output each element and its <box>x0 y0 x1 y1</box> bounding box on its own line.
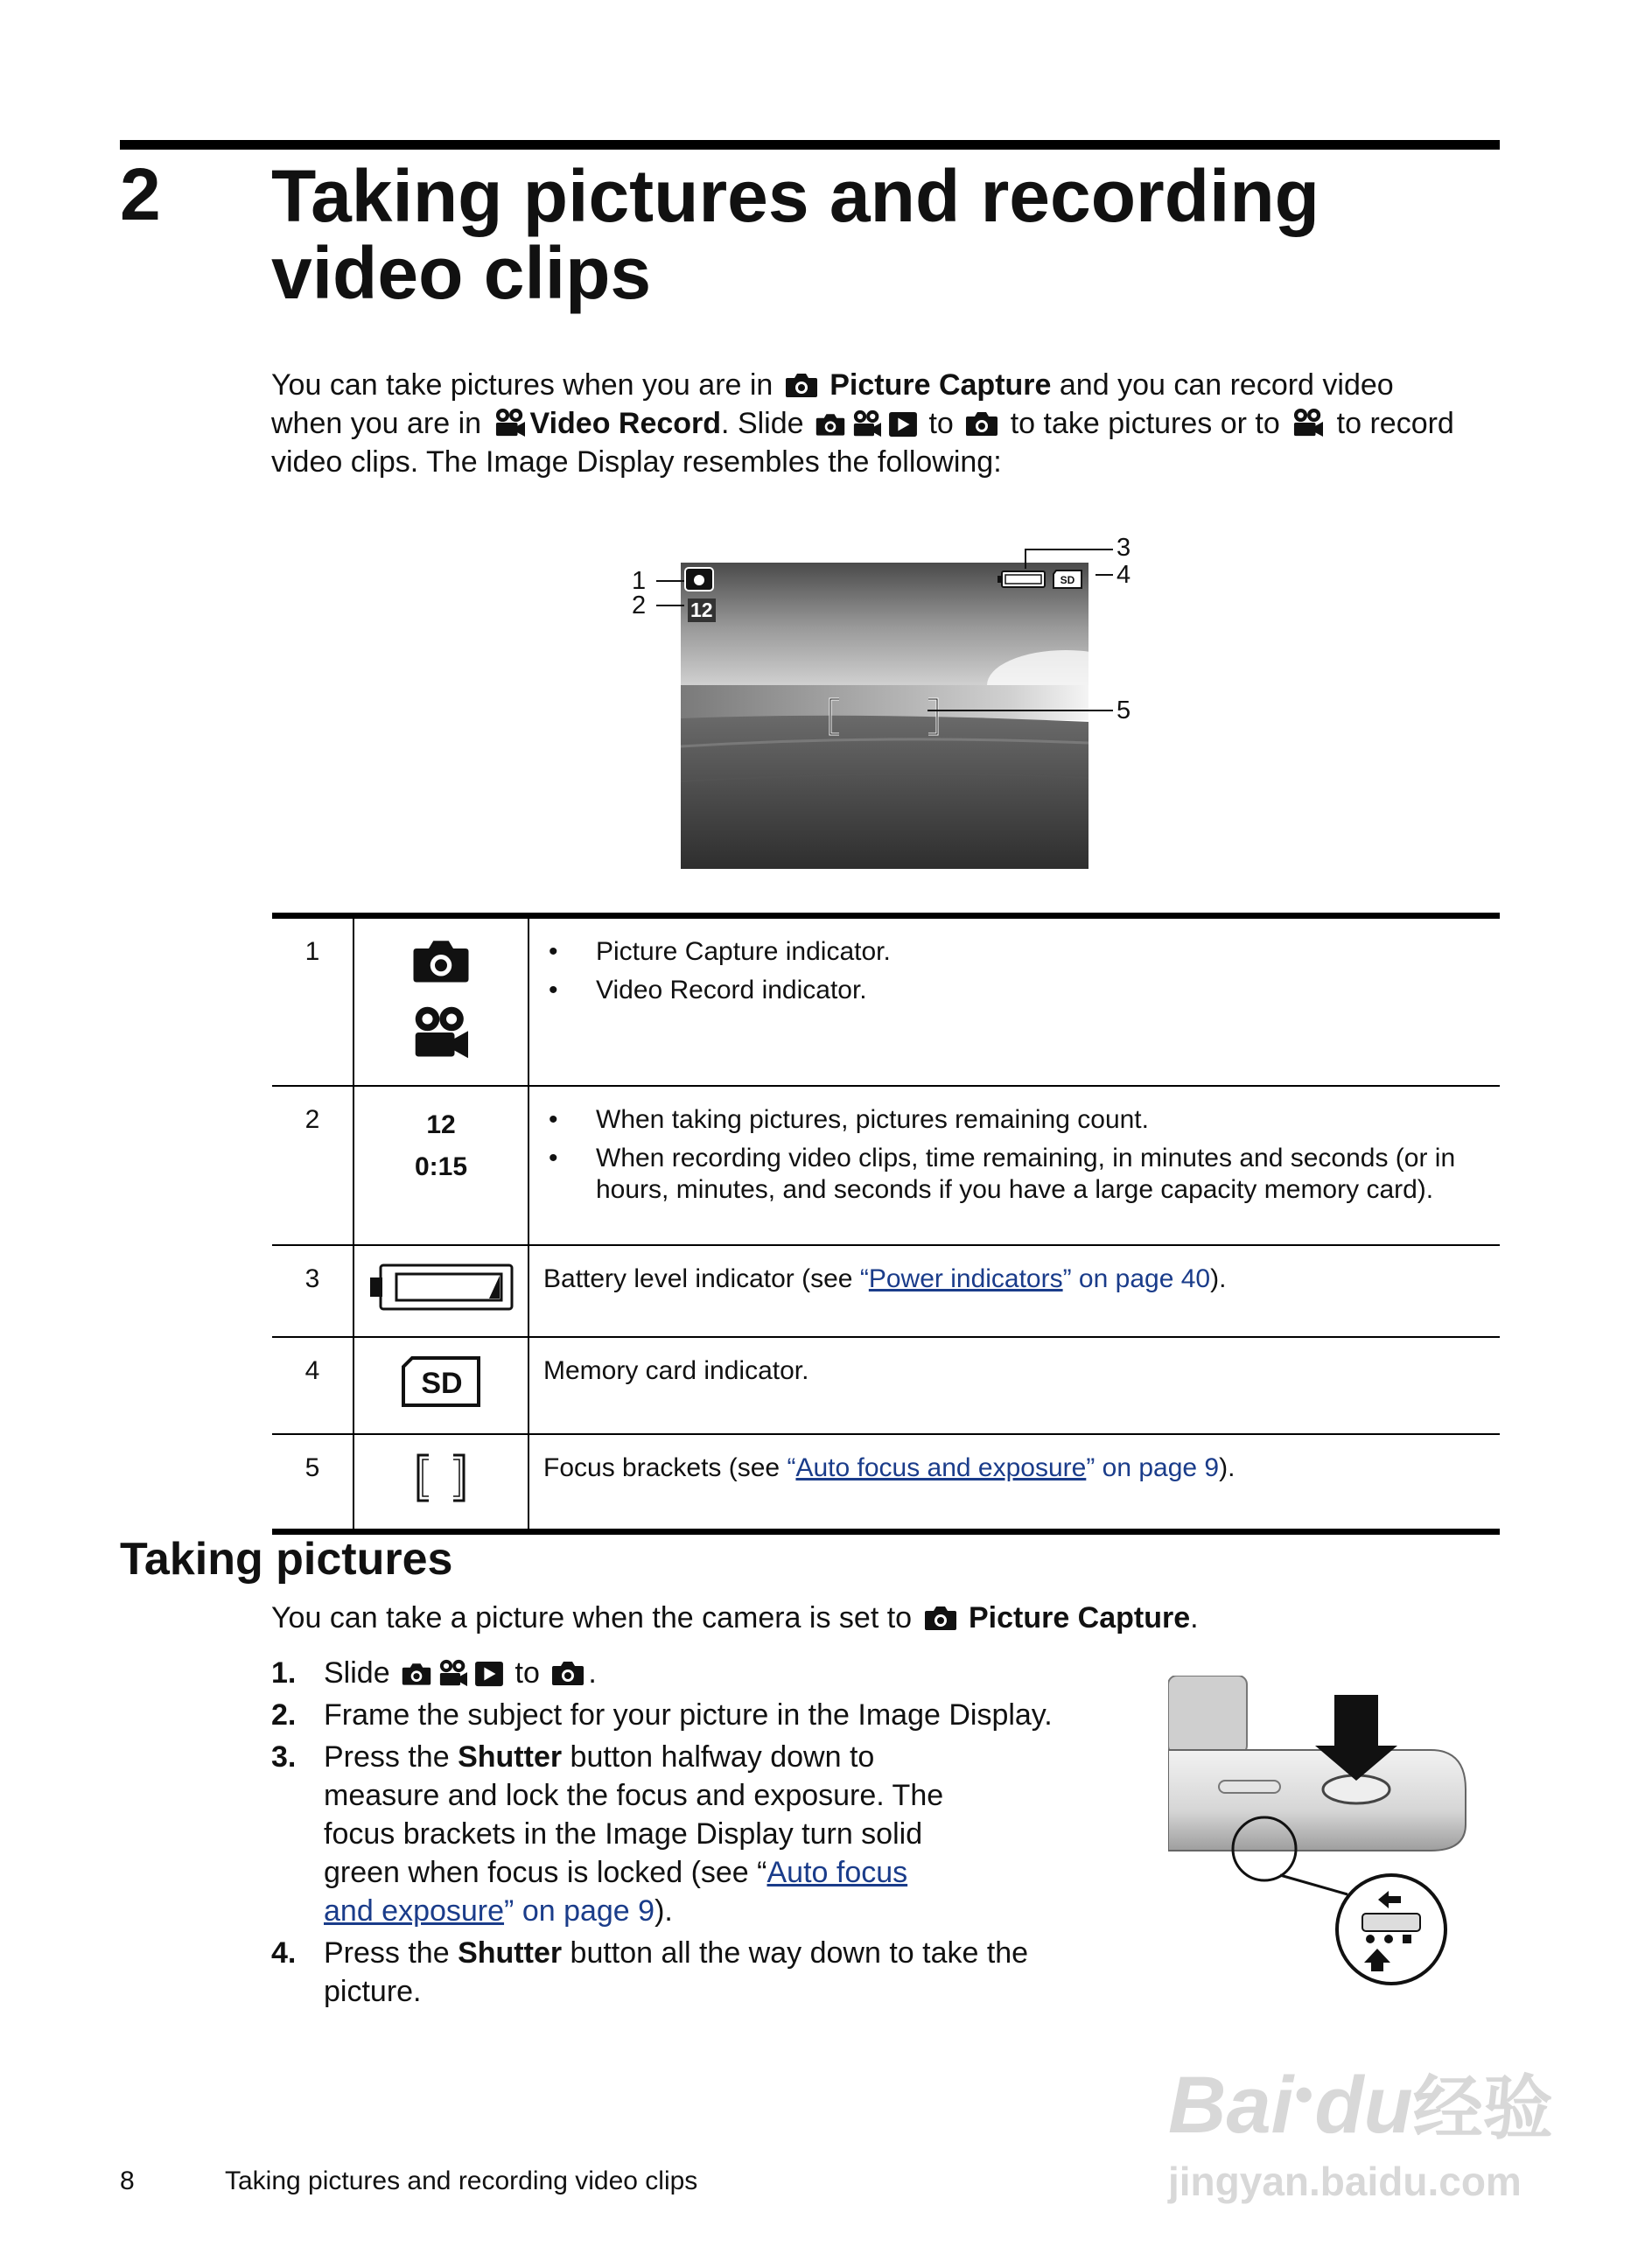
row-number: 2 <box>272 1086 354 1245</box>
list-item <box>271 1654 1146 1692</box>
callout-2: 2 <box>632 592 647 620</box>
row-number: 5 <box>272 1434 354 1532</box>
callout-3: 3 <box>1116 534 1131 562</box>
row-description <box>528 1086 1500 1245</box>
camera-icon <box>964 410 999 438</box>
step-text: Slide <box>324 1656 390 1690</box>
step-text: button all the way down to take the picture. <box>324 1936 1029 2008</box>
focus-brackets-icon <box>354 1434 528 1532</box>
step-text: button halfway down to measure and lock the focus and exposure. The focus brackets in the Image Display turn solid green when focus is locked (see “ <box>324 1740 944 1889</box>
footer-chapter-title: Taking pictures and recording video clips <box>225 2166 698 2195</box>
table-row <box>272 1434 1500 1532</box>
table-row <box>272 1337 1500 1434</box>
list-item: • When recording video clips, time remaining, in minutes and seconds (or in hours, minutes, and seconds if you have a large capacity memory card). <box>543 1143 1486 1206</box>
paw-icon: ● <box>1293 2074 1315 2113</box>
auto-focus-link[interactable]: Auto focus and exposure <box>324 1856 908 1928</box>
camera-icon <box>784 371 819 399</box>
shutter-label: Shutter <box>458 1740 563 1774</box>
row-icons <box>354 916 528 1087</box>
auto-focus-link[interactable]: Auto focus and exposure <box>795 1453 1087 1482</box>
baidu-watermark <box>1168 2061 1553 2150</box>
step-text: . <box>588 1656 597 1690</box>
list-item: • When taking pictures, pictures remaining count. <box>543 1104 1486 1136</box>
step-text: Press the <box>324 1740 450 1774</box>
footer-page-number: 8 <box>120 2166 135 2195</box>
step-text: Press the <box>324 1936 450 1970</box>
section-intro <box>271 1599 1199 1637</box>
desc-text: Focus brackets (see <box>543 1453 788 1482</box>
sd-card-icon <box>354 1337 528 1434</box>
picture-capture-label: Picture Capture <box>968 1601 1191 1634</box>
shutter-label: Shutter <box>458 1936 563 1970</box>
link-page-ref[interactable]: ” on page 9 <box>504 1894 655 1928</box>
watermark-brand-2: du <box>1314 2061 1413 2150</box>
intro-text-3: when you are in <box>271 407 482 440</box>
step-text: Frame the subject for your picture in the Image Display. <box>324 1698 1053 1732</box>
section-intro-text: You can take a picture when the camera is set to <box>271 1601 913 1634</box>
camera-icon <box>401 1661 432 1687</box>
callout-5: 5 <box>1116 696 1131 724</box>
intro-text-4: . Slide <box>721 407 804 440</box>
step-text: to <box>514 1656 540 1690</box>
intro-text-5: to <box>928 407 954 440</box>
table-row <box>272 916 1500 1087</box>
intro-text-6: to take pictures or to <box>1010 407 1280 440</box>
table-row <box>272 1086 1500 1245</box>
video-icon <box>368 1005 514 1068</box>
chapter-rule <box>120 140 1500 150</box>
intro-text-2: and you can record video <box>1059 368 1394 402</box>
camera-icon <box>550 1659 585 1687</box>
row-description <box>528 1245 1500 1337</box>
camera-icon <box>368 936 514 993</box>
intro-paragraph <box>271 366 1505 481</box>
video-icon <box>1291 408 1326 438</box>
svg-text:SD: SD <box>421 1367 463 1400</box>
chapter-number: 2 <box>120 153 161 235</box>
list-item <box>271 1934 1111 2011</box>
list-item <box>271 1696 1146 1734</box>
callout-1: 1 <box>632 567 647 595</box>
row-icons <box>354 1086 528 1245</box>
intro-text-8: video clips. The Image Display resembles the following: <box>271 445 1002 479</box>
camera-shutter-illustration <box>1168 1676 1470 1995</box>
step-text: ). <box>654 1894 673 1928</box>
step-number: 3. <box>271 1740 297 1774</box>
watermark-cn: 经验 <box>1412 2069 1553 2147</box>
intro-text-1: You can take pictures when you are in <box>271 368 774 402</box>
video-icon <box>493 408 528 438</box>
intro-text-7: to record <box>1336 407 1454 440</box>
row-number: 4 <box>272 1337 354 1434</box>
power-indicators-link[interactable]: Power indicators <box>868 1264 1063 1293</box>
watermark-url: jingyan.baidu.com <box>1168 2159 1522 2204</box>
camera-icon <box>923 1604 958 1632</box>
link-page-ref[interactable]: ” on page 9 <box>1086 1453 1220 1482</box>
row-description <box>528 1434 1500 1532</box>
quote-open: “ <box>859 1264 869 1293</box>
step-number: 1. <box>271 1656 297 1690</box>
section-title: Taking pictures <box>120 1534 453 1585</box>
section-intro-period: . <box>1190 1601 1199 1634</box>
battery-icon <box>354 1245 528 1337</box>
chapter-title <box>271 155 1540 314</box>
svg-text:SD: SD <box>1060 574 1075 586</box>
row-description: Memory card indicator. <box>528 1337 1500 1434</box>
pictures-count-value: 12 <box>426 1110 456 1139</box>
video-icon <box>851 410 883 438</box>
time-remaining-value: 0:15 <box>414 1152 468 1181</box>
play-icon <box>888 411 918 438</box>
row-description <box>528 916 1500 1087</box>
row-number: 3 <box>272 1245 354 1337</box>
camera-icon <box>815 411 846 438</box>
step-number: 2. <box>271 1698 297 1732</box>
indicator-legend-table <box>272 913 1500 1535</box>
list-item <box>271 1738 954 1930</box>
desc-text: ). <box>1210 1264 1227 1293</box>
chapter-title-line2: video clips <box>271 232 652 314</box>
play-icon <box>474 1661 504 1687</box>
desc-text: ). <box>1219 1453 1236 1482</box>
chapter-title-line1: Taking pictures and recording <box>271 155 1320 237</box>
watermark-brand: Bai <box>1168 2061 1294 2150</box>
callout-4: 4 <box>1116 561 1131 589</box>
picture-capture-label: Picture Capture <box>830 368 1052 402</box>
quote-open: “ <box>787 1453 796 1482</box>
list-item: • Video Record indicator. <box>543 975 1486 1006</box>
video-icon <box>438 1659 469 1687</box>
step-number: 4. <box>271 1936 297 1970</box>
callout-lines <box>630 536 1138 741</box>
desc-text: Battery level indicator (see <box>543 1264 860 1293</box>
row-number: 1 <box>272 916 354 1087</box>
video-record-label: Video Record <box>529 407 722 440</box>
steps-list <box>271 1654 1146 2014</box>
list-item: • Picture Capture indicator. <box>543 936 1486 968</box>
link-page-ref[interactable]: ” on page 40 <box>1062 1264 1211 1293</box>
lcd-pictures-remaining: 12 <box>688 598 716 622</box>
table-row <box>272 1245 1500 1337</box>
